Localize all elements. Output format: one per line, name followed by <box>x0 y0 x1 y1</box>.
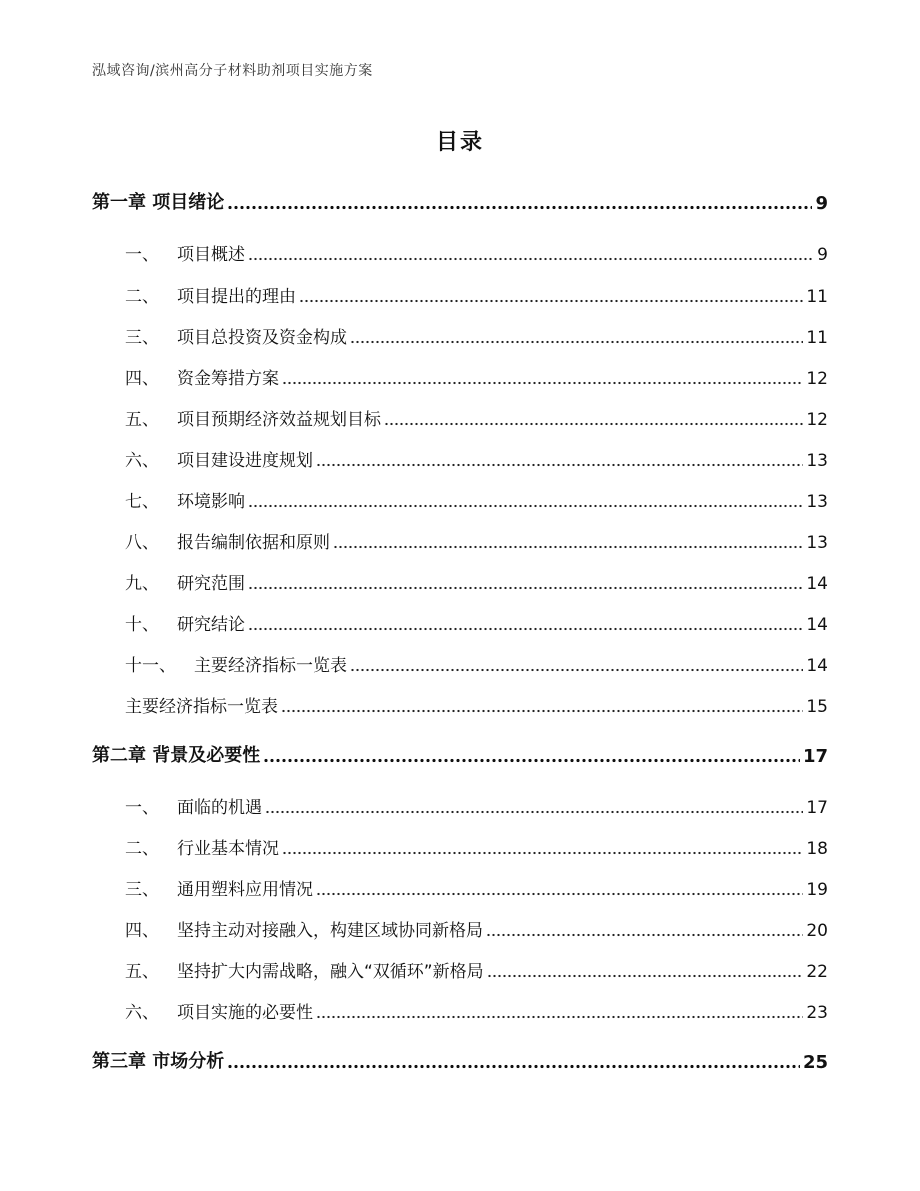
toc-section-label: 项目预期经济效益规划目标 <box>177 410 381 430</box>
dot-leader <box>248 504 803 508</box>
toc-section-label: 主要经济指标一览表 <box>125 697 278 717</box>
toc-page-number: 19 <box>806 880 828 900</box>
toc-page-number: 15 <box>806 697 828 717</box>
dot-leader <box>350 668 803 672</box>
toc-section[interactable] <box>125 282 828 307</box>
dot-leader <box>227 1064 800 1069</box>
toc-section[interactable] <box>125 323 828 348</box>
toc-section-label: 通用塑料应用情况 <box>177 880 313 900</box>
dot-leader <box>248 627 803 631</box>
toc-page-number: 12 <box>806 410 828 430</box>
toc-section[interactable] <box>125 998 828 1023</box>
toc-section-number: 八、 <box>125 533 159 553</box>
toc-chapter[interactable] <box>92 741 828 767</box>
toc-section[interactable] <box>125 569 828 594</box>
toc-section-label: 坚持主动对接融入，构建区域协同新格局 <box>177 921 483 941</box>
dot-leader <box>248 257 814 261</box>
toc-section-label: 报告编制依据和原则 <box>177 533 330 553</box>
toc-section[interactable] <box>125 405 828 430</box>
toc-page-number: 12 <box>806 369 828 389</box>
page-title: 目录 <box>435 130 484 155</box>
dot-leader <box>263 758 800 763</box>
toc-page-number: 9 <box>815 193 828 214</box>
toc-section-number: 二、 <box>125 839 159 859</box>
toc-section[interactable] <box>125 793 828 818</box>
dot-leader <box>316 1015 803 1019</box>
toc-page-number: 18 <box>806 839 828 859</box>
dot-leader <box>487 974 804 978</box>
toc-section[interactable] <box>125 446 828 471</box>
toc-page-number: 13 <box>806 533 828 553</box>
toc-page-number: 17 <box>802 746 828 767</box>
toc-section-number: 七、 <box>125 492 159 512</box>
toc-section-number: 四、 <box>125 369 159 389</box>
toc-section-number: 四、 <box>125 921 159 941</box>
toc-page-number: 22 <box>806 962 828 982</box>
toc-chapter-label: 第二章 背景及必要性 <box>92 745 261 766</box>
toc-chapter[interactable] <box>92 1047 828 1073</box>
toc-section[interactable] <box>125 240 828 265</box>
toc-section[interactable] <box>125 651 828 676</box>
toc-section-number: 十一、 <box>125 656 176 676</box>
toc-page-number: 13 <box>806 492 828 512</box>
toc-chapter-label: 第一章 项目绪论 <box>92 192 225 213</box>
dot-leader <box>282 381 803 385</box>
toc-section-label: 资金筹措方案 <box>177 369 279 389</box>
toc-section[interactable] <box>125 610 828 635</box>
dot-leader <box>248 586 803 590</box>
toc-section-label: 面临的机遇 <box>177 798 262 818</box>
toc-page-number: 14 <box>806 574 828 594</box>
toc-section-number: 一、 <box>125 245 159 265</box>
toc-section-label: 坚持扩大内需战略，融入“双循环”新格局 <box>177 962 484 982</box>
toc-page-number: 9 <box>817 245 828 265</box>
toc-section-label: 环境影响 <box>177 492 245 512</box>
dot-leader <box>350 340 803 344</box>
toc-section[interactable] <box>125 487 828 512</box>
toc-page-number: 25 <box>802 1052 828 1073</box>
toc-section[interactable] <box>125 916 828 941</box>
toc-chapter[interactable] <box>92 188 828 214</box>
toc-section-number: 一、 <box>125 798 159 818</box>
toc-page-number: 11 <box>806 287 828 307</box>
toc-page-number: 11 <box>806 328 828 348</box>
toc-section-number: 六、 <box>125 451 159 471</box>
dot-leader <box>486 933 803 937</box>
dot-leader <box>227 205 812 210</box>
dot-leader <box>299 299 803 303</box>
toc-page-number: 17 <box>806 798 828 818</box>
toc-section-number: 二、 <box>125 287 159 307</box>
toc-section[interactable] <box>125 364 828 389</box>
toc-section-label: 行业基本情况 <box>177 839 279 859</box>
dot-leader <box>316 463 803 467</box>
toc-section[interactable] <box>125 528 828 553</box>
dot-leader <box>265 810 803 814</box>
toc-page-number: 14 <box>806 656 828 676</box>
toc-section-number: 十、 <box>125 615 159 635</box>
toc-section-label: 项目提出的理由 <box>177 287 296 307</box>
dot-leader <box>281 709 803 713</box>
toc-section-label: 项目概述 <box>177 245 245 265</box>
dot-leader <box>316 892 803 896</box>
toc-section-number: 六、 <box>125 1003 159 1023</box>
toc-section-label: 项目实施的必要性 <box>177 1003 313 1023</box>
toc-section-number: 五、 <box>125 962 159 982</box>
toc-page-number: 14 <box>806 615 828 635</box>
toc-section-label: 项目建设进度规划 <box>177 451 313 471</box>
toc-section-label: 主要经济指标一览表 <box>194 656 347 676</box>
toc-page-number: 23 <box>806 1003 828 1023</box>
toc-section-label: 项目总投资及资金构成 <box>177 328 347 348</box>
toc-chapter-label: 第三章 市场分析 <box>92 1051 225 1072</box>
dot-leader <box>384 422 803 426</box>
page-header: 泓域咨询/滨州高分子材料助剂项目实施方案 <box>92 63 373 79</box>
toc-section-number: 三、 <box>125 328 159 348</box>
toc-section[interactable] <box>125 834 828 859</box>
toc-page-number: 20 <box>806 921 828 941</box>
toc-page-number: 13 <box>806 451 828 471</box>
toc-section-label: 研究范围 <box>177 574 245 594</box>
toc-section[interactable] <box>125 692 828 717</box>
toc-section-number: 九、 <box>125 574 159 594</box>
dot-leader <box>333 545 803 549</box>
toc-section[interactable] <box>125 875 828 900</box>
dot-leader <box>282 851 803 855</box>
toc-section-label: 研究结论 <box>177 615 245 635</box>
toc-section[interactable] <box>125 957 828 982</box>
toc-section-number: 三、 <box>125 880 159 900</box>
toc-section-number: 五、 <box>125 410 159 430</box>
